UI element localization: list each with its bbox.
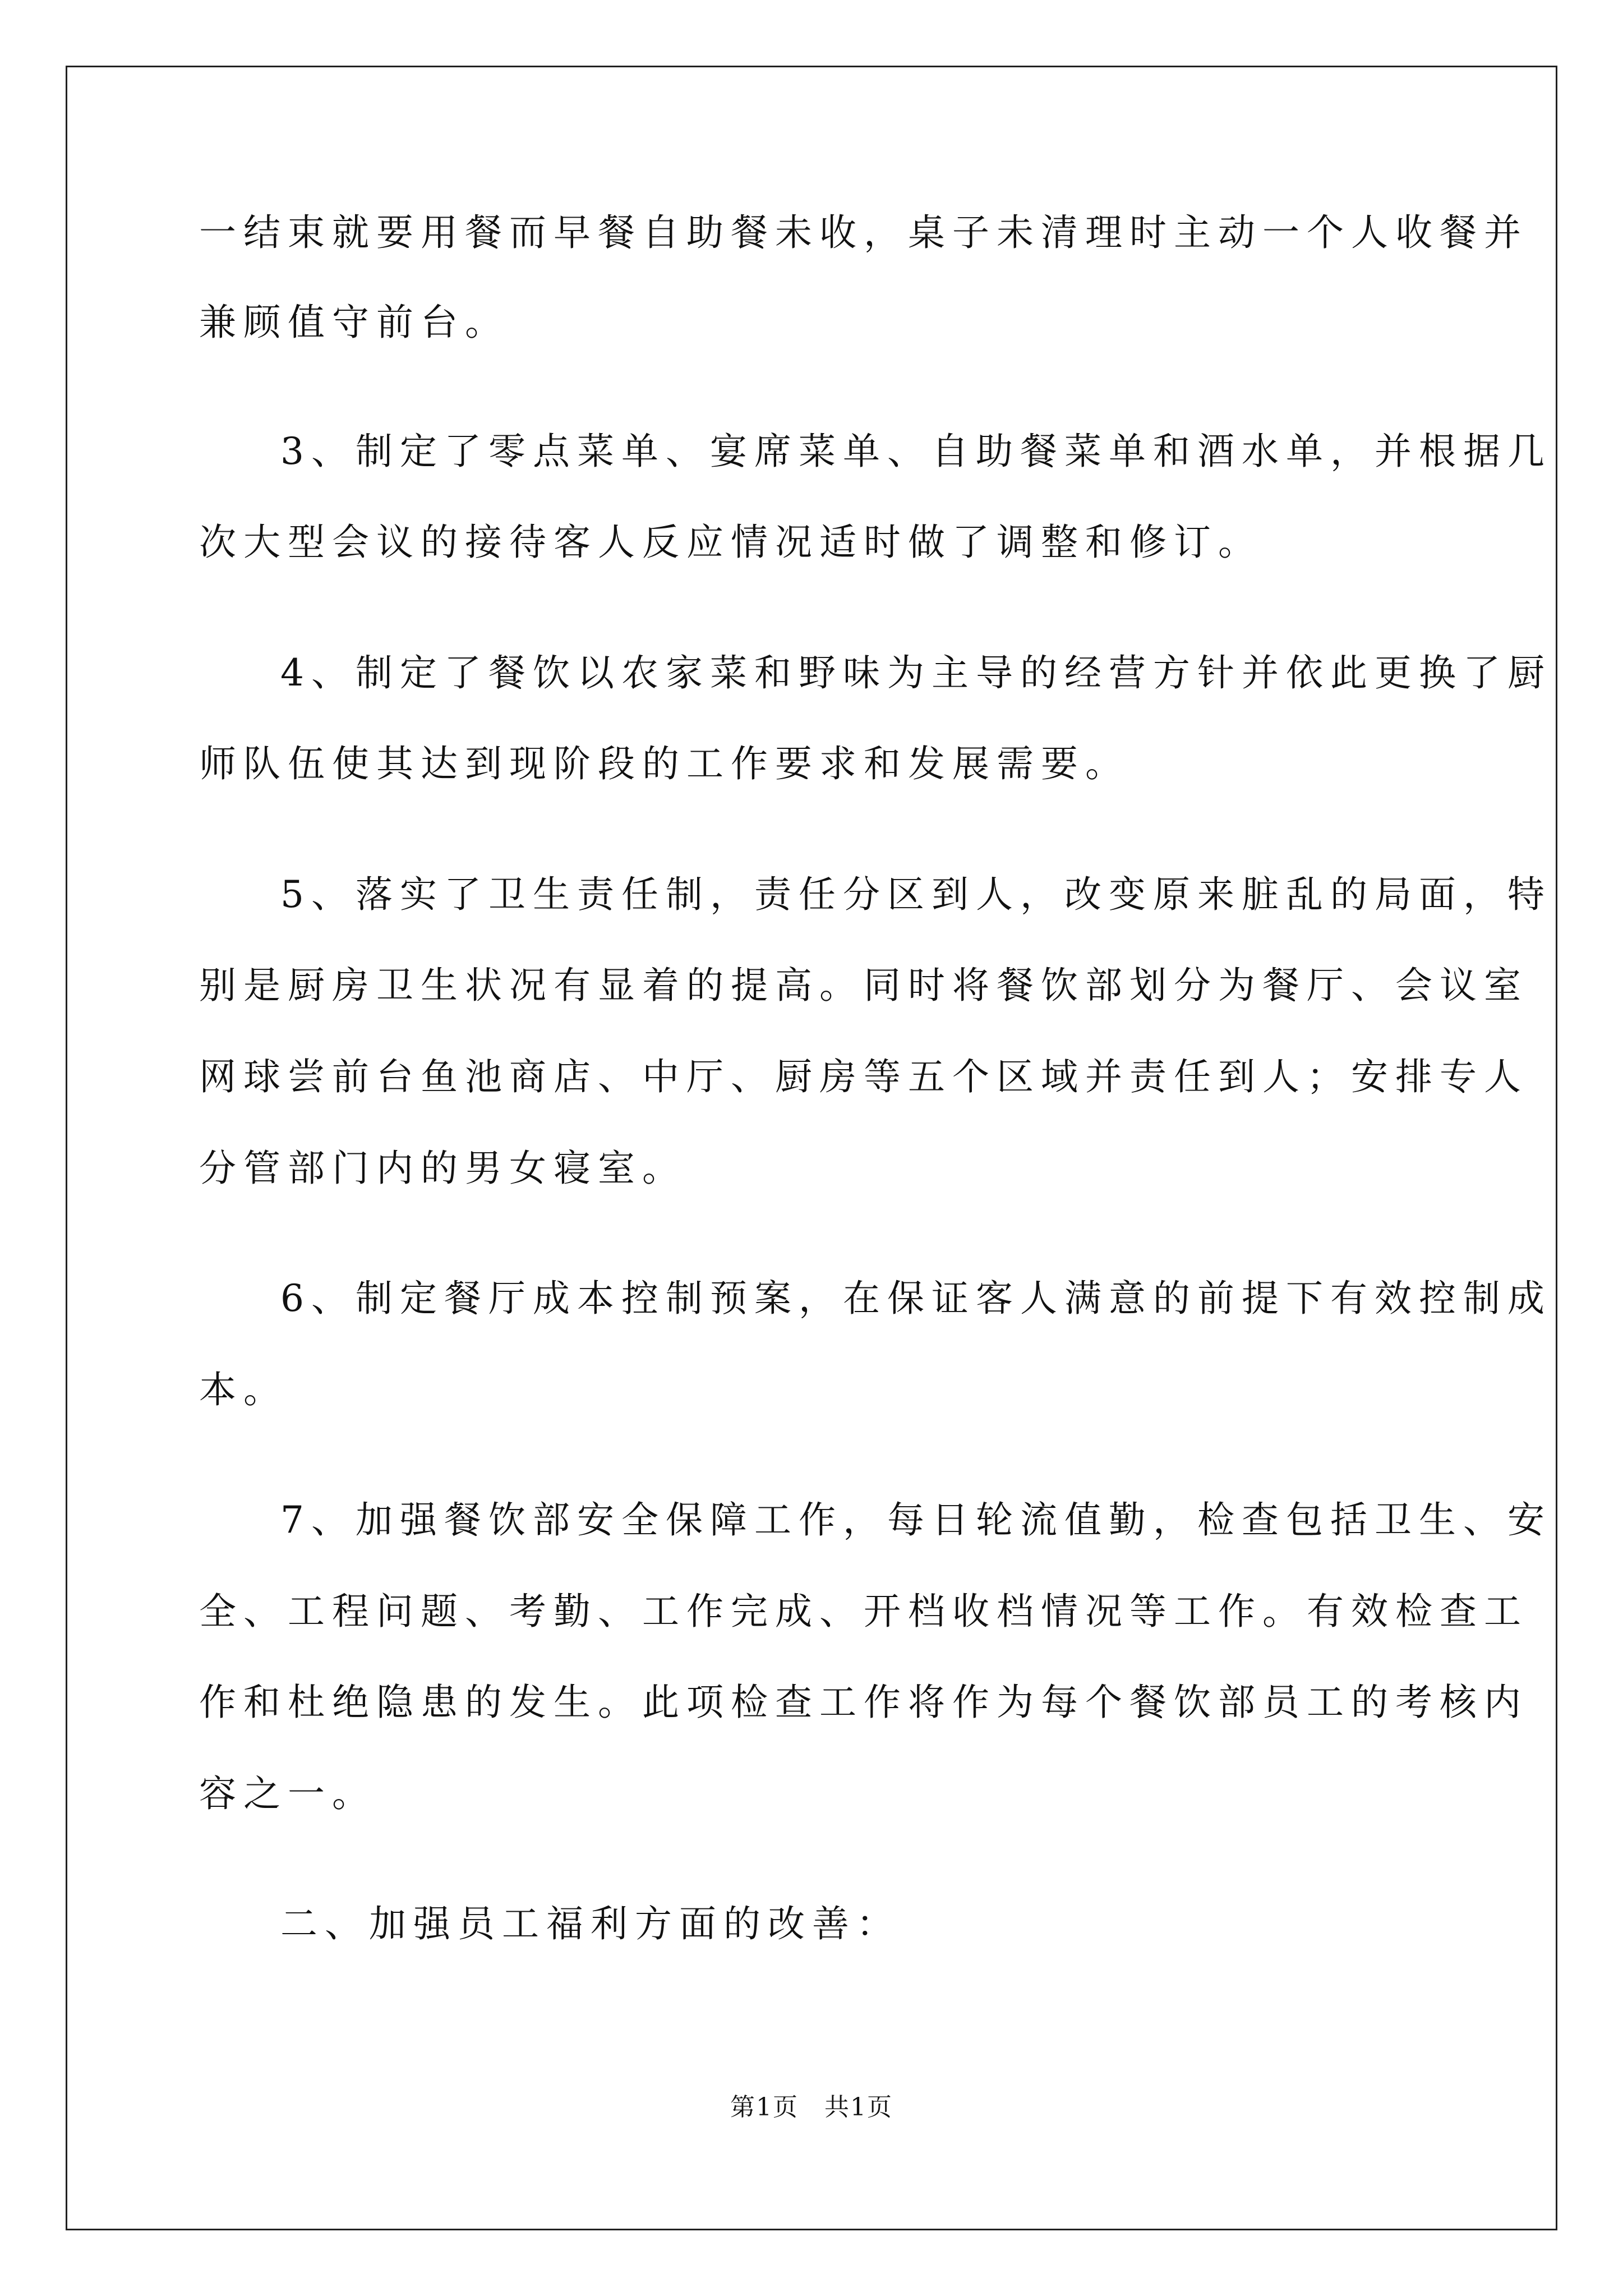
text-line-15: 作和杜绝隐患的发生。此项检查工作将作为每个餐饮部员工的考核内	[199, 1681, 1528, 1724]
text-line-6: 师队伍使其达到现阶段的工作要求和发展需要。	[199, 742, 1129, 785]
text-line-14: 全、工程问题、考勤、工作完成、开档收档情况等工作。有效检查工	[199, 1590, 1528, 1633]
text-line-11: 6、制定餐厅成本控制预案，在保证客人满意的前提下有效控制成	[280, 1277, 1552, 1320]
text-line-8: 别是厨房卫生状况有显着的提高。同时将餐饮部划分为餐厅、会议室	[199, 964, 1528, 1007]
text-line-10: 分管部门内的男女寝室。	[199, 1147, 686, 1190]
page-number: 第1页 共1页	[730, 2093, 893, 2122]
text-line-5: 4、制定了餐饮以农家菜和野味为主导的经营方针并依此更换了厨	[280, 651, 1552, 694]
text-line-7: 5、落实了卫生责任制，责任分区到人，改变原来脏乱的局面，特	[280, 873, 1552, 916]
text-line-13: 7、加强餐饮部安全保障工作，每日轮流值勤，检查包括卫生、安	[280, 1498, 1552, 1542]
text-line-12: 本。	[199, 1368, 288, 1411]
text-line-16: 容之一。	[199, 1772, 376, 1815]
text-line-3: 3、制定了零点菜单、宴席菜单、自助餐菜单和酒水单，并根据几	[280, 430, 1552, 473]
text-line-1: 一结束就要用餐而早餐自助餐未收，桌子未清理时主动一个人收餐并	[199, 211, 1528, 254]
text-line-9: 网球尝前台鱼池商店、中厅、厨房等五个区域并责任到人；安排专人	[199, 1055, 1528, 1098]
text-line-4: 次大型会议的接待客人反应情况适时做了调整和修订。	[199, 521, 1262, 564]
text-line-2: 兼顾值守前台。	[199, 301, 509, 344]
text-line-17: 二、加强员工福利方面的改善：	[280, 1902, 901, 1945]
